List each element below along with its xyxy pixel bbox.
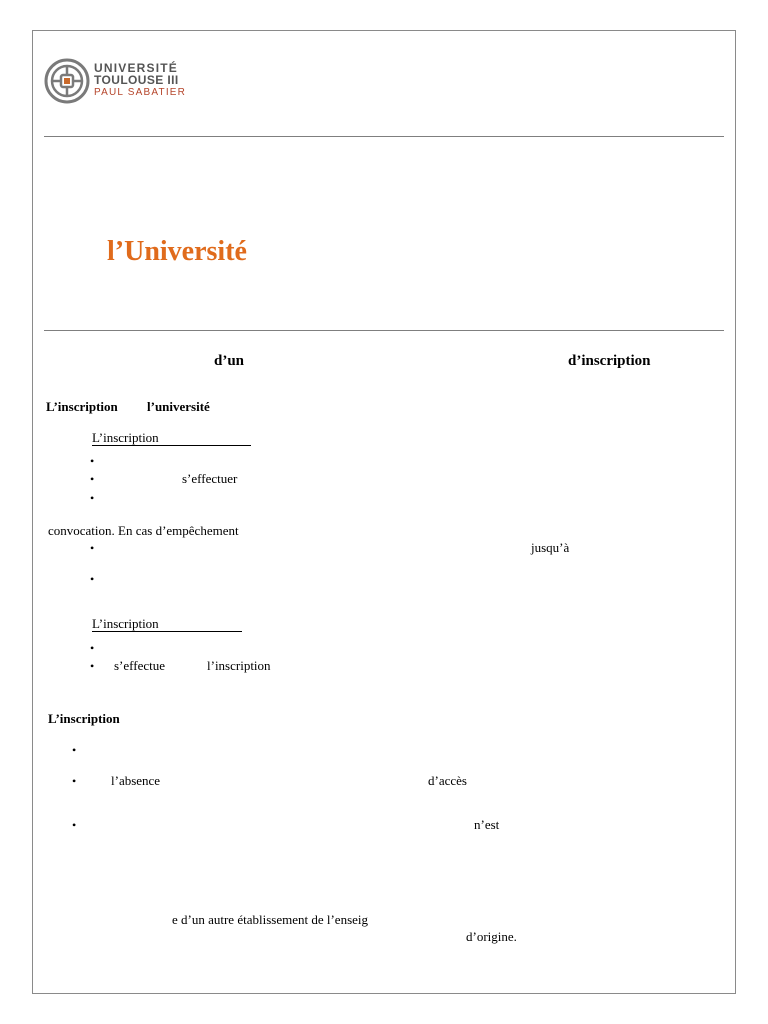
logo-line-3: PAUL SABATIER [94, 87, 187, 98]
sub1-bullet4-text: jusqu’à [531, 540, 570, 555]
sub1-label [92, 430, 251, 446]
bullet-icon: • [90, 641, 95, 655]
sub1-label-text: L’inscription [92, 430, 159, 445]
bullet-icon: • [90, 472, 95, 486]
sub2-label [92, 616, 242, 632]
sub2-bullet2-text-a: s’effectue [114, 658, 166, 673]
main-heading-left: d’un [214, 353, 245, 369]
convocation-line: convocation. En cas d’empêchement [48, 523, 239, 538]
bullet-icon: • [90, 541, 95, 555]
bullet-icon: • [90, 572, 95, 586]
sub2-label-text: L’inscription [92, 616, 159, 631]
section2-bullet2-text-b: d’accès [428, 773, 467, 788]
bullet-icon: • [90, 491, 95, 505]
bullet-icon: • [72, 818, 77, 832]
university-logo [44, 58, 194, 106]
section1-heading-a: L’inscription [46, 399, 118, 414]
main-heading-right: d’inscription [568, 353, 651, 369]
section2-bullet2-text-a: l’absence [111, 773, 161, 788]
section2-line1: e d’un autre établissement de l’enseig [172, 912, 369, 927]
section1-heading-b: l’université [147, 399, 210, 414]
logo-line-1: UNIVERSITÉ [94, 61, 179, 75]
logo-line-2: TOULOUSE III [94, 73, 179, 87]
sub1-bullet2-text: s’effectuer [182, 471, 238, 486]
section2-heading: L’inscription [48, 711, 120, 726]
section2-line2: d’origine. [466, 929, 517, 944]
header-divider [44, 136, 724, 137]
bullet-icon: • [72, 774, 77, 788]
sub2-bullet2-text-b: l’inscription [207, 658, 271, 673]
page-title: l’Université [107, 236, 247, 267]
section2-bullet3-text: n’est [474, 817, 500, 832]
title-divider [44, 330, 724, 331]
bullet-icon: • [90, 659, 95, 673]
bullet-icon: • [90, 454, 95, 468]
university-emblem-icon [44, 58, 90, 104]
bullet-icon: • [72, 743, 77, 757]
document-page [32, 30, 736, 994]
